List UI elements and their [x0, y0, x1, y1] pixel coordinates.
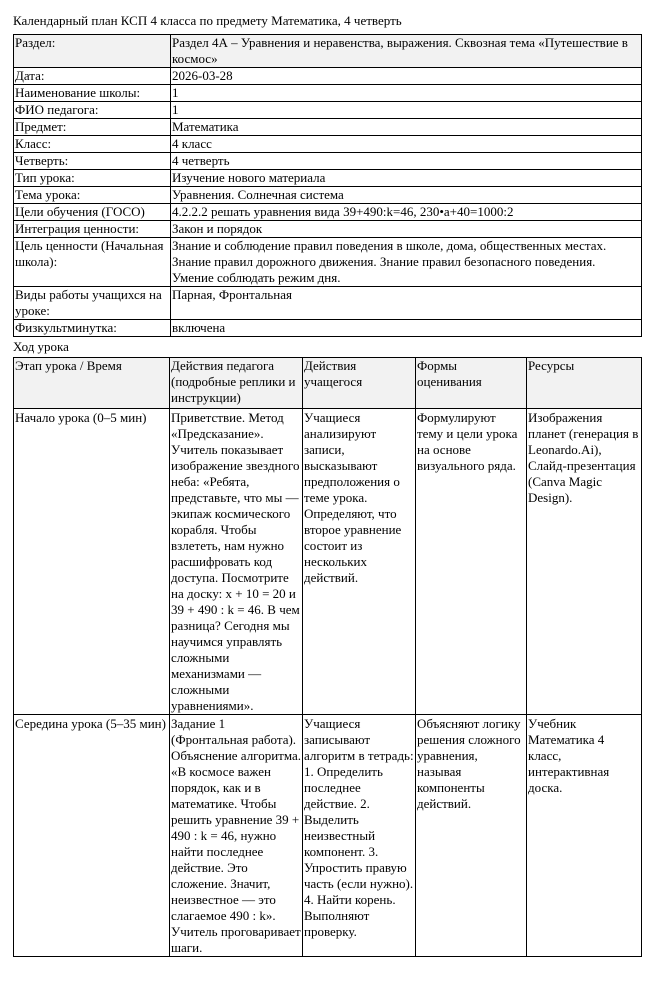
- lesson-header-row: [14, 358, 642, 409]
- info-value: Уравнения. Солнечная система: [171, 187, 642, 204]
- info-value: 1: [171, 85, 642, 102]
- document-page: [13, 12, 641, 957]
- info-label: Наименование школы:: [14, 85, 171, 102]
- info-row: [14, 320, 642, 337]
- cell-assessment: Формулируют тему и цели урока на основе визуального ряда.: [416, 409, 527, 715]
- info-label: Класс:: [14, 136, 171, 153]
- cell-student-actions: Учащиеся анализируют записи, высказывают предположения о теме урока. Определяют, что второе уравнение состоит из нескольких действий.: [303, 409, 416, 715]
- info-row: [14, 221, 642, 238]
- cell-resources: Изображения планет (генерация в Leonardo.Ai), Слайд-презентация (Canva Magic Design).: [527, 409, 642, 715]
- info-label: ФИО педагога:: [14, 102, 171, 119]
- info-label: Физкультминутка:: [14, 320, 171, 337]
- column-header-stage: Этап урока / Время: [14, 358, 170, 409]
- cell-stage: Начало урока (0–5 мин): [14, 409, 170, 715]
- info-value: Парная, Фронтальная: [171, 287, 642, 320]
- info-value: Закон и порядок: [171, 221, 642, 238]
- info-value: Изучение нового материала: [171, 170, 642, 187]
- column-header-assessment: Формы оценивания: [416, 358, 527, 409]
- document-title: Календарный план КСП 4 класса по предмету Математика, 4 четверть: [13, 13, 402, 28]
- cell-stage: Середина урока (5–35 мин): [14, 715, 170, 957]
- info-label: Тип урока:: [14, 170, 171, 187]
- info-label: Виды работы учащихся на уроке:: [14, 287, 171, 320]
- info-row: [14, 85, 642, 102]
- cell-resources: Учебник Математика 4 класс, интерактивная доска.: [527, 715, 642, 957]
- cell-assessment: Объясняют логику решения сложного уравнения, называя компоненты действий.: [416, 715, 527, 957]
- info-label: Интеграция ценности:: [14, 221, 171, 238]
- column-header-teacher-actions: Действия педагога (подробные реплики и инструкции): [170, 358, 303, 409]
- lesson-row: [14, 409, 642, 715]
- info-label: Раздел:: [14, 35, 171, 68]
- info-value: Знание и соблюдение правил поведения в школе, дома, общественных местах. Знание правил дорожного движения. Знание правил безопасного поведения. Умение соблюдать режим дня.: [171, 238, 642, 287]
- info-row: [14, 68, 642, 85]
- info-row: [14, 119, 642, 136]
- info-row: [14, 287, 642, 320]
- lesson-info-table: [13, 34, 642, 337]
- lesson-row: [14, 715, 642, 957]
- info-label: Тема урока:: [14, 187, 171, 204]
- info-value: 4 класс: [171, 136, 642, 153]
- info-value: 4 четверть: [171, 153, 642, 170]
- info-label: Дата:: [14, 68, 171, 85]
- info-label: Цель ценности (Начальная школа):: [14, 238, 171, 287]
- info-value: включена: [171, 320, 642, 337]
- info-row: [14, 102, 642, 119]
- lesson-progress-table: [13, 357, 642, 957]
- column-header-resources: Ресурсы: [527, 358, 642, 409]
- info-value: Математика: [171, 119, 642, 136]
- cell-teacher-actions: Задание 1 (Фронтальная работа). Объяснение алгоритма. «В космосе важен порядок, как и в математике. Чтобы решить уравнение 39 + 490 : k = 46, нужно найти последнее действие. Это сложение. Значит, неизвестное — это слагаемое 490 : k». Учитель проговаривает шаги.: [171, 716, 301, 955]
- info-value: Раздел 4А – Уравнения и неравенства, выражения. Сквозная тема «Путешествие в космос»: [171, 35, 642, 68]
- info-row: [14, 238, 642, 287]
- info-row: [14, 170, 642, 187]
- info-row: [14, 187, 642, 204]
- cell-teacher-actions: Приветствие. Метод «Предсказание». Учитель показывает изображение звездного неба: «Ребята, представьте, что мы — экипаж космического корабля. Чтобы взлететь, нам нужно расшифровать код доступа. Посмотрите на доску: x + 10 = 20 и 39 + 490 : k = 46. В чем разница? Сегодня мы научимся управлять сложными механизмами — сложными уравнениями».: [170, 409, 303, 715]
- column-header-student-actions: Действия учащегося: [303, 358, 416, 409]
- lesson-progress-heading: Ход урока: [13, 339, 69, 354]
- info-row: [14, 35, 642, 68]
- info-row: [14, 153, 642, 170]
- info-value: 1: [171, 102, 642, 119]
- info-label: Четверть:: [14, 153, 171, 170]
- info-row: [14, 204, 642, 221]
- info-label: Цели обучения (ГОСО): [14, 204, 171, 221]
- info-row: [14, 136, 642, 153]
- info-value: 4.2.2.2 решать уравнения вида 39+490:k=46, 230•a+40=1000:2: [171, 204, 642, 221]
- info-value: 2026-03-28: [171, 68, 642, 85]
- cell-student-actions: Учащиеся записывают алгоритм в тетрадь: 1. Определить последнее действие. 2. Выделить неизвестный компонент. 3. Упростить правую часть (если нужно). 4. Найти корень. Выполняют проверку.: [303, 715, 416, 957]
- info-label: Предмет:: [14, 119, 171, 136]
